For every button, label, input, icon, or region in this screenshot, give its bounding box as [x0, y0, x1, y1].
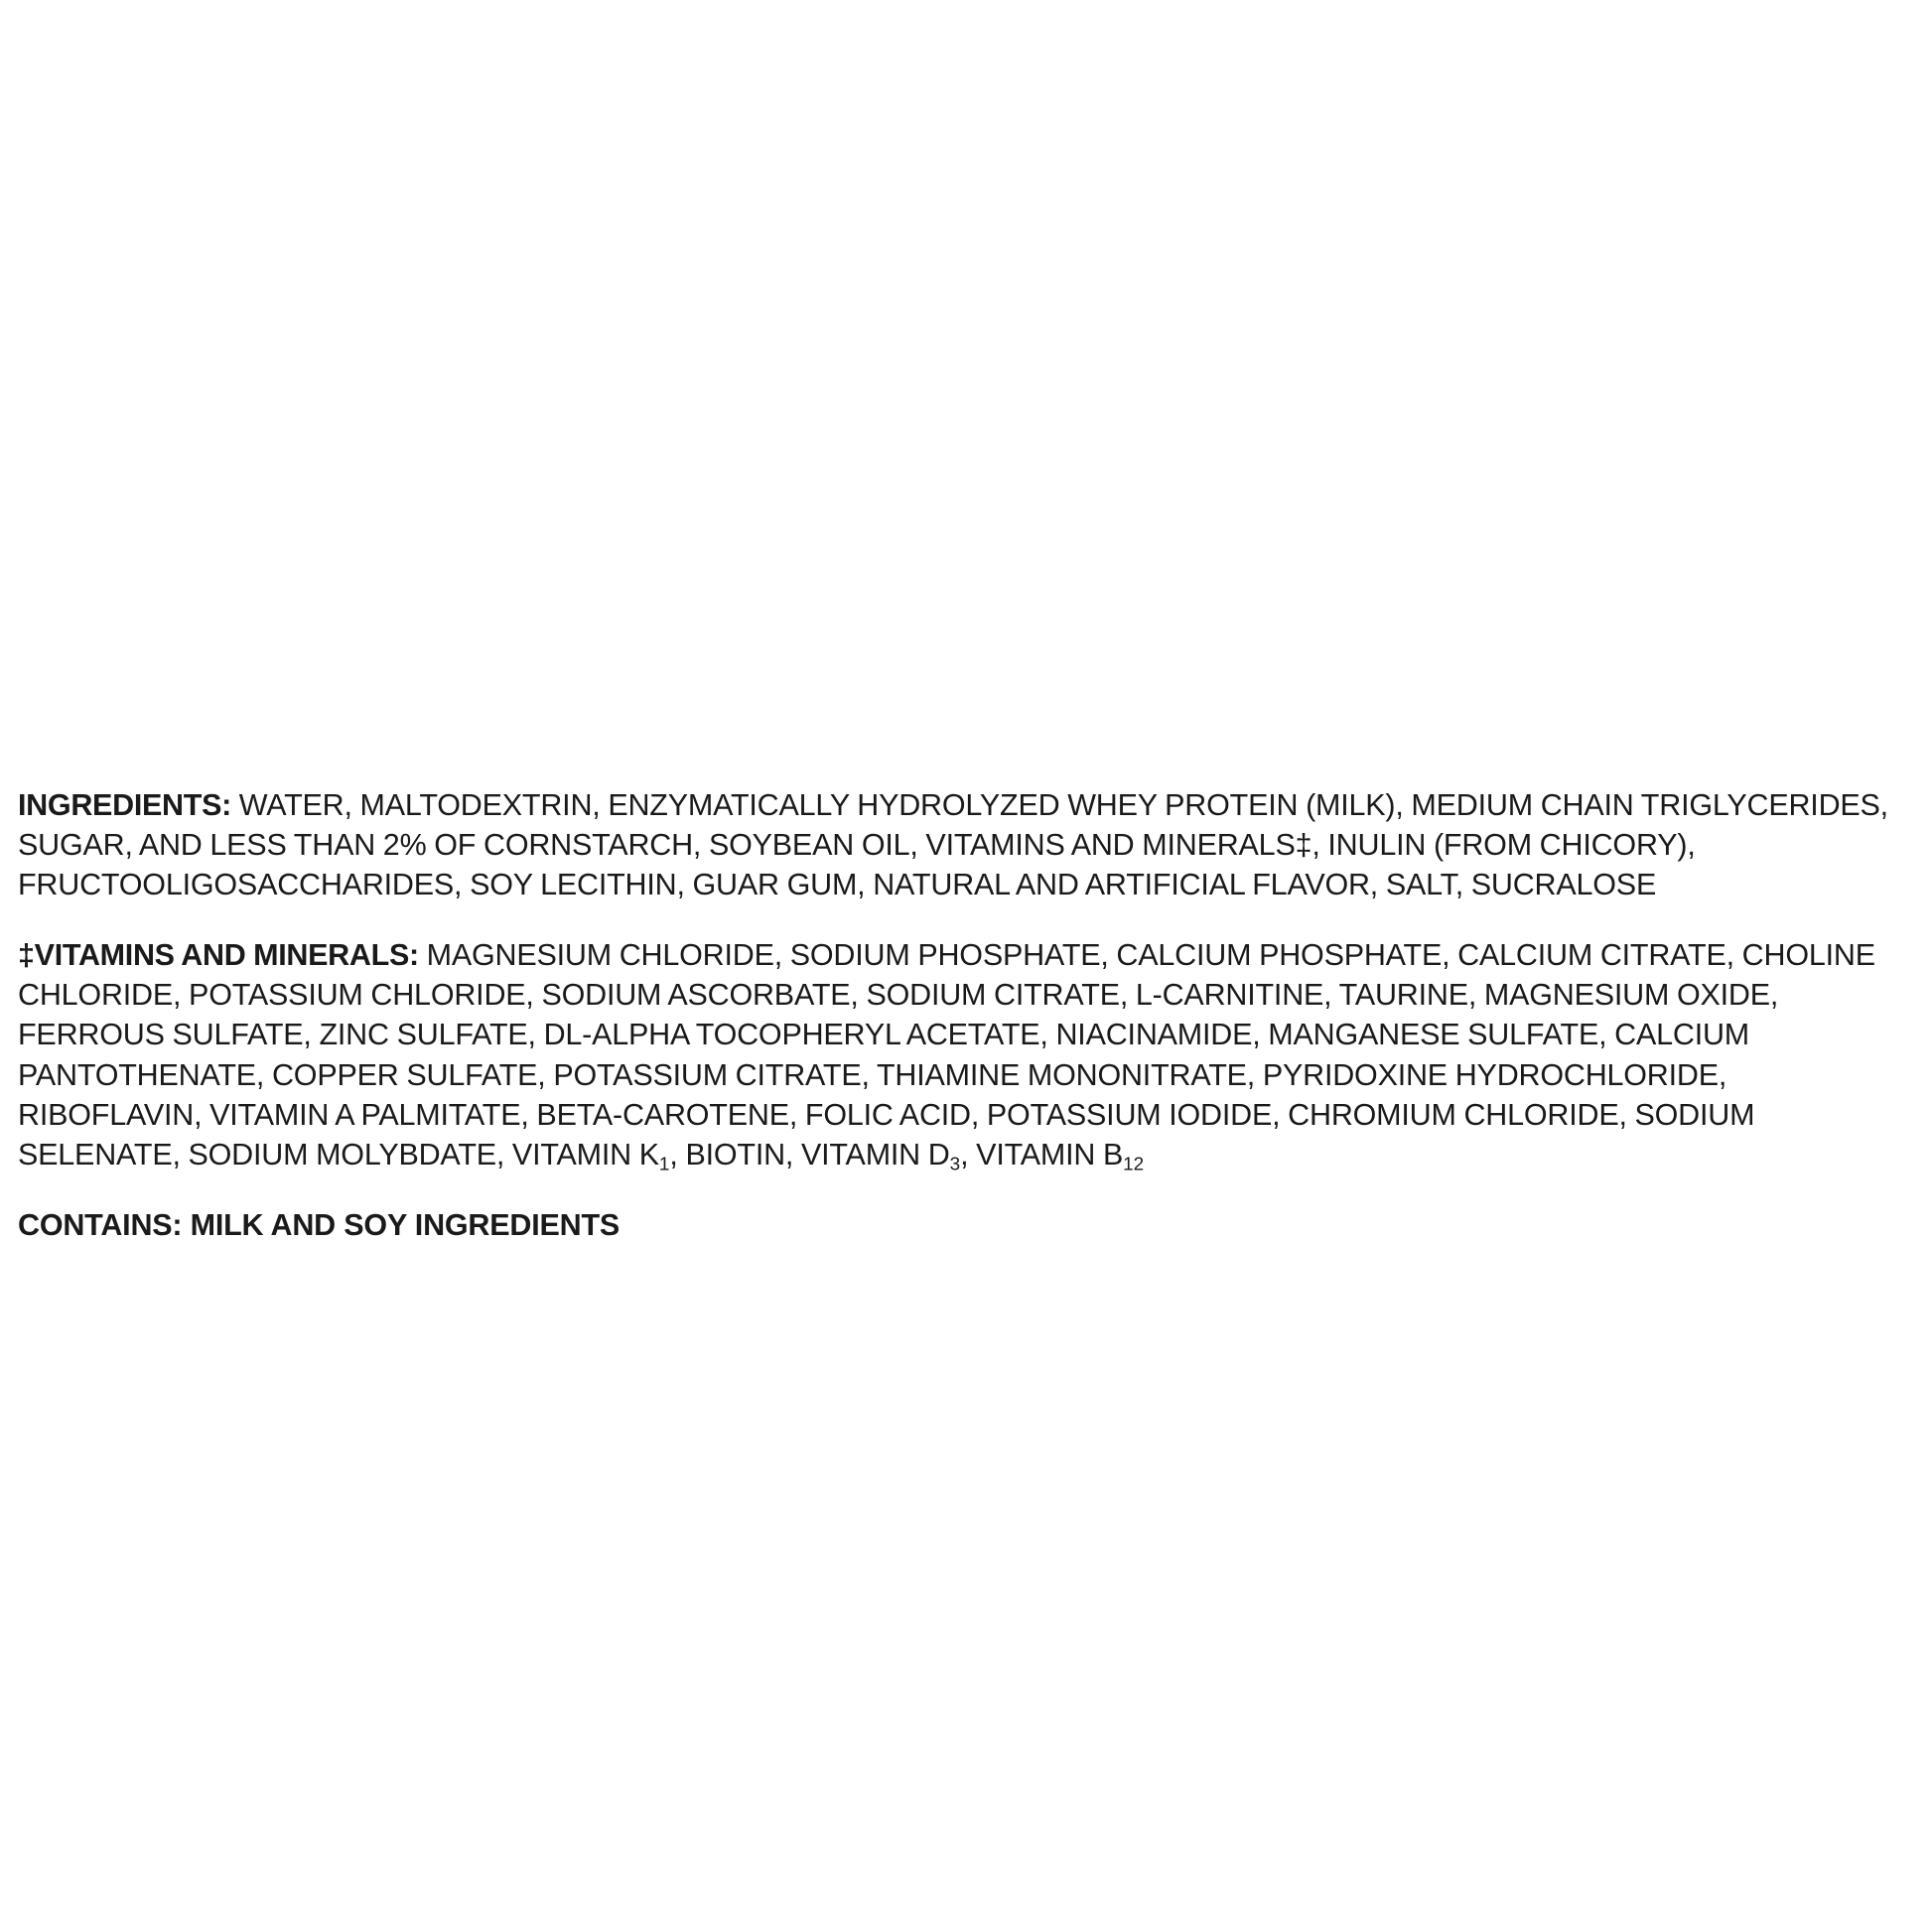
vitamins-minerals-text-part3: , VITAMIN B [960, 1138, 1124, 1172]
vitamins-minerals-text-part2: , BIOTIN, VITAMIN D [669, 1138, 950, 1172]
vitamin-d-subscript: 3 [949, 1154, 961, 1175]
ingredients-text: WATER, MALTODEXTRIN, ENZYMATICALLY HYDROLYZED WHEY PROTEIN (MILK), MEDIUM CHAIN TRIGLYCERIDES, SUGAR, AND LESS THAN 2% OF CORNSTARCH, SOYBEAN OIL, VITAMINS AND MINERALS‡, INULIN (FROM CHICORY), FRUCTOOLIGOSACCHARIDES, SOY LECITHIN, GUAR GUM, NATURAL AND ARTIFICIAL FLAVOR, SALT, SUCRALOSE [18, 787, 1888, 901]
vitamins-minerals-heading: ‡VITAMINS AND MINERALS: [18, 937, 419, 972]
vitamin-b-subscript: 12 [1123, 1154, 1145, 1175]
vitamins-minerals-text-part1: MAGNESIUM CHLORIDE, SODIUM PHOSPHATE, CALCIUM PHOSPHATE, CALCIUM CITRATE, CHOLINE CHLORIDE, POTASSIUM CHLORIDE, SODIUM ASCORBATE, SODIUM CITRATE, L-CARNITINE, TAURINE, MAGNESIUM OXIDE, FERROUS SULFATE, ZINC SULFATE, DL-ALPHA TOCOPHERYL ACETATE, NIACINAMIDE, MANGANESE SULFATE, CALCIUM PANTOTHENATE, COPPER SULFATE, POTASSIUM CITRATE, THIAMINE MONONITRATE, PYRIDOXINE HYDROCHLORIDE, RIBOFLAVIN, VITAMIN A PALMITATE, BETA-CAROTENE, FOLIC ACID, POTASSIUM IODIDE, CHROMIUM CHLORIDE, SODIUM SELENATE, SODIUM MOLYBDATE, VITAMIN K [18, 937, 1875, 1172]
vitamins-minerals-paragraph [18, 935, 1916, 1177]
contains-allergen-statement: CONTAINS: MILK AND SOY INGREDIENTS [18, 1207, 621, 1242]
vitamin-k-subscript: 1 [658, 1154, 670, 1175]
ingredients-heading: INGREDIENTS: [18, 787, 231, 822]
ingredients-paragraph [18, 785, 1916, 905]
label-text-block [18, 755, 1916, 1273]
